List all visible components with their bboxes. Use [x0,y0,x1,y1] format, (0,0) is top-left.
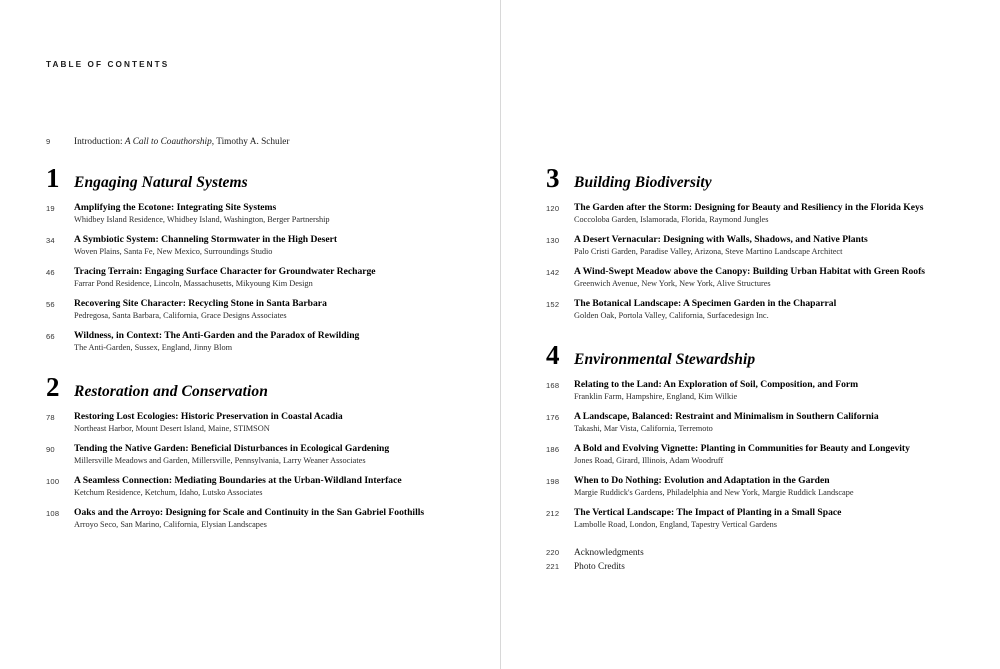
entry-subtitle: Farrar Pond Residence, Lincoln, Massachusetts, Mikyoung Kim Design [74,279,313,289]
back-matter-entry[interactable] [546,562,958,572]
entry-body [74,330,458,354]
entry-title: The Garden after the Storm: Designing for Beauty and Resiliency in the Florida Keys [574,202,924,213]
entry-subtitle: Margie Ruddick's Gardens, Philadelphia and New York, Margie Ruddick Landscape [574,487,854,497]
entry-page-number: 176 [546,412,560,422]
toc-entry[interactable] [546,266,958,290]
toc-section [46,165,458,354]
entry-title: Tracing Terrain: Engaging Surface Character for Groundwater Recharge [74,265,376,277]
toc-entry[interactable] [546,507,958,531]
entry-title: A Seamless Connection: Mediating Boundaries at the Urban-Wildland Interface [74,474,402,486]
intro-title: A Call to Coauthorship [124,137,212,147]
entry-body [74,298,458,322]
entry-page-number: 142 [546,268,560,278]
section-heading [546,339,958,370]
entry-body [574,411,958,435]
entry-page-number: 100 [46,476,60,486]
toc-section [546,165,958,322]
entry-body [74,475,458,499]
entry-subtitle: Jones Road, Girard, Illinois, Adam Woodruff [574,455,724,465]
entry-title: A Wind-Swept Meadow above the Canopy: Building Urban Habitat with Green Roofs [574,265,926,277]
entry-title: Recovering Site Character: Recycling Stone in Santa Barbara [74,297,327,309]
entry-title: When to Do Nothing: Evolution and Adaptation in the Garden [574,474,830,486]
entry-body [574,507,958,531]
entry-title: A Desert Vernacular: Designing with Walls, Shadows, and Native Plants [574,233,868,245]
entry-body [574,202,958,226]
entry-subtitle: Greenwich Avenue, New York, New York, Alive Structures [574,279,771,289]
toc-entry[interactable] [546,443,958,467]
page-title: TABLE OF CONTENTS [46,60,170,69]
section-number: 4 [546,339,560,370]
back-matter [546,548,958,572]
toc-entry[interactable] [546,379,958,403]
intro-text [74,137,290,149]
entry-body [574,266,958,290]
entry-title: Wildness, in Context: The Anti-Garden and the Paradox of Rewilding [74,329,360,341]
back-matter-label: Acknowledgments [574,548,644,559]
entry-subtitle: Palo Cristi Garden, Paradise Valley, Arizona, Steve Martino Landscape Architect [574,247,843,257]
left-sections [46,165,458,538]
back-matter-page-number: 220 [546,548,560,558]
entry-body [74,202,458,226]
entry-page-number: 78 [46,412,55,422]
entry-body [574,234,958,258]
entry-subtitle: Woven Plains, Santa Fe, New Mexico, Surroundings Studio [74,247,273,257]
section-number: 3 [546,163,560,193]
toc-entry[interactable] [46,234,458,258]
entry-page-number: 168 [546,380,560,390]
entry-page-number: 34 [46,236,55,246]
entry-subtitle: Coccoloba Garden, Islamorada, Florida, Raymond Jungles [574,215,769,225]
toc-entry[interactable] [46,443,458,467]
entry-page-number: 198 [546,476,560,486]
toc-entry[interactable] [46,330,458,354]
entry-subtitle: Ketchum Residence, Ketchum, Idaho, Lutsko Associates [74,487,263,497]
back-matter-entry[interactable] [546,548,958,558]
section-number: 2 [46,371,60,402]
toc-entry[interactable] [46,298,458,322]
entry-page-number: 108 [46,508,60,518]
toc-entry[interactable] [546,298,958,322]
section-title: Environmental Stewardship [574,350,756,368]
section-heading [46,371,458,402]
toc-entry[interactable] [546,234,958,258]
intro-entry[interactable] [46,137,456,149]
entry-title: Oaks and the Arroyo: Designing for Scale and Continuity in the San Gabriel Foothills [74,506,425,518]
toc-section [46,371,458,531]
entry-page-number: 120 [546,204,560,214]
entry-body [74,507,458,531]
entry-body [74,443,458,467]
entry-page-number: 66 [46,331,55,341]
back-matter-page-number: 221 [546,562,560,572]
entry-subtitle: Franklin Farm, Hampshire, England, Kim Wilkie [574,391,738,401]
entry-page-number: 19 [46,204,55,214]
entry-body [574,475,958,499]
entry-title: Tending the Native Garden: Beneficial Disturbances in Ecological Gardening [74,442,390,454]
section-number: 1 [46,163,60,193]
entry-title: A Bold and Evolving Vignette: Planting in Communities for Beauty and Longevity [574,442,910,454]
section-title: Building Biodiversity [574,174,712,191]
back-matter-label: Photo Credits [574,562,625,573]
toc-entry[interactable] [46,475,458,499]
entry-page-number: 212 [546,508,560,518]
entry-page-number: 46 [46,268,55,278]
entry-subtitle: Northeast Harbor, Mount Desert Island, Maine, STIMSON [74,423,270,433]
intro-page-number: 9 [46,137,51,146]
entry-body [574,379,958,403]
section-title: Restoration and Conservation [74,382,269,400]
entry-subtitle: Whidbey Island Residence, Whidbey Island, Washington, Berger Partnership [74,215,330,225]
entry-body [574,443,958,467]
entry-page-number: 56 [46,300,55,309]
entry-title: The Vertical Landscape: The Impact of Planting in a Small Space [574,506,842,518]
section-heading [46,165,458,192]
entry-page-number: 130 [546,236,560,246]
entry-subtitle: Lambolle Road, London, England, Tapestry Vertical Gardens [574,519,778,529]
toc-entry[interactable] [546,475,958,499]
page-gutter-divider [500,0,501,669]
entry-title: Restoring Lost Ecologies: Historic Preservation in Coastal Acadia [74,410,343,422]
entry-body [74,234,458,258]
entry-subtitle: Golden Oak, Portola Valley, California, Surfacedesign Inc. [574,310,769,320]
entry-subtitle: The Anti-Garden, Sussex, England, Jinny Blom [74,342,233,352]
section-heading [546,165,958,192]
entry-page-number: 152 [546,300,560,309]
entry-title: A Symbiotic System: Channeling Stormwater in the High Desert [74,233,338,245]
entry-subtitle: Millersville Meadows and Garden, Millersville, Pennsylvania, Larry Weaner Associates [74,455,366,465]
entry-body [74,266,458,290]
toc-entry[interactable] [546,411,958,435]
entry-subtitle: Arroyo Seco, San Marino, California, Elysian Landscapes [74,519,267,529]
entry-page-number: 90 [46,444,55,454]
entry-title: The Botanical Landscape: A Specimen Garden in the Chaparral [574,297,837,309]
toc-section [546,339,958,531]
intro-prefix: Introduction: [74,137,125,147]
toc-entry[interactable] [46,411,458,435]
right-sections [546,165,958,576]
entry-body [74,411,458,435]
entry-subtitle: Takashi, Mar Vista, California, Terremoto [574,423,713,433]
toc-entry[interactable] [46,266,458,290]
entry-subtitle: Pedregosa, Santa Barbara, California, Grace Designs Associates [74,310,287,320]
toc-entry[interactable] [46,202,458,226]
entry-page-number: 186 [546,444,560,454]
entry-title: A Landscape, Balanced: Restraint and Minimalism in Southern California [574,410,879,422]
entry-title: Amplifying the Ecotone: Integrating Site Systems [74,202,277,213]
entry-title: Relating to the Land: An Exploration of Soil, Composition, and Form [574,378,859,390]
section-title: Engaging Natural Systems [74,174,248,191]
entry-body [574,298,958,322]
intro-suffix: , Timothy A. Schuler [211,137,290,147]
toc-entry[interactable] [46,507,458,531]
toc-entry[interactable] [546,202,958,226]
